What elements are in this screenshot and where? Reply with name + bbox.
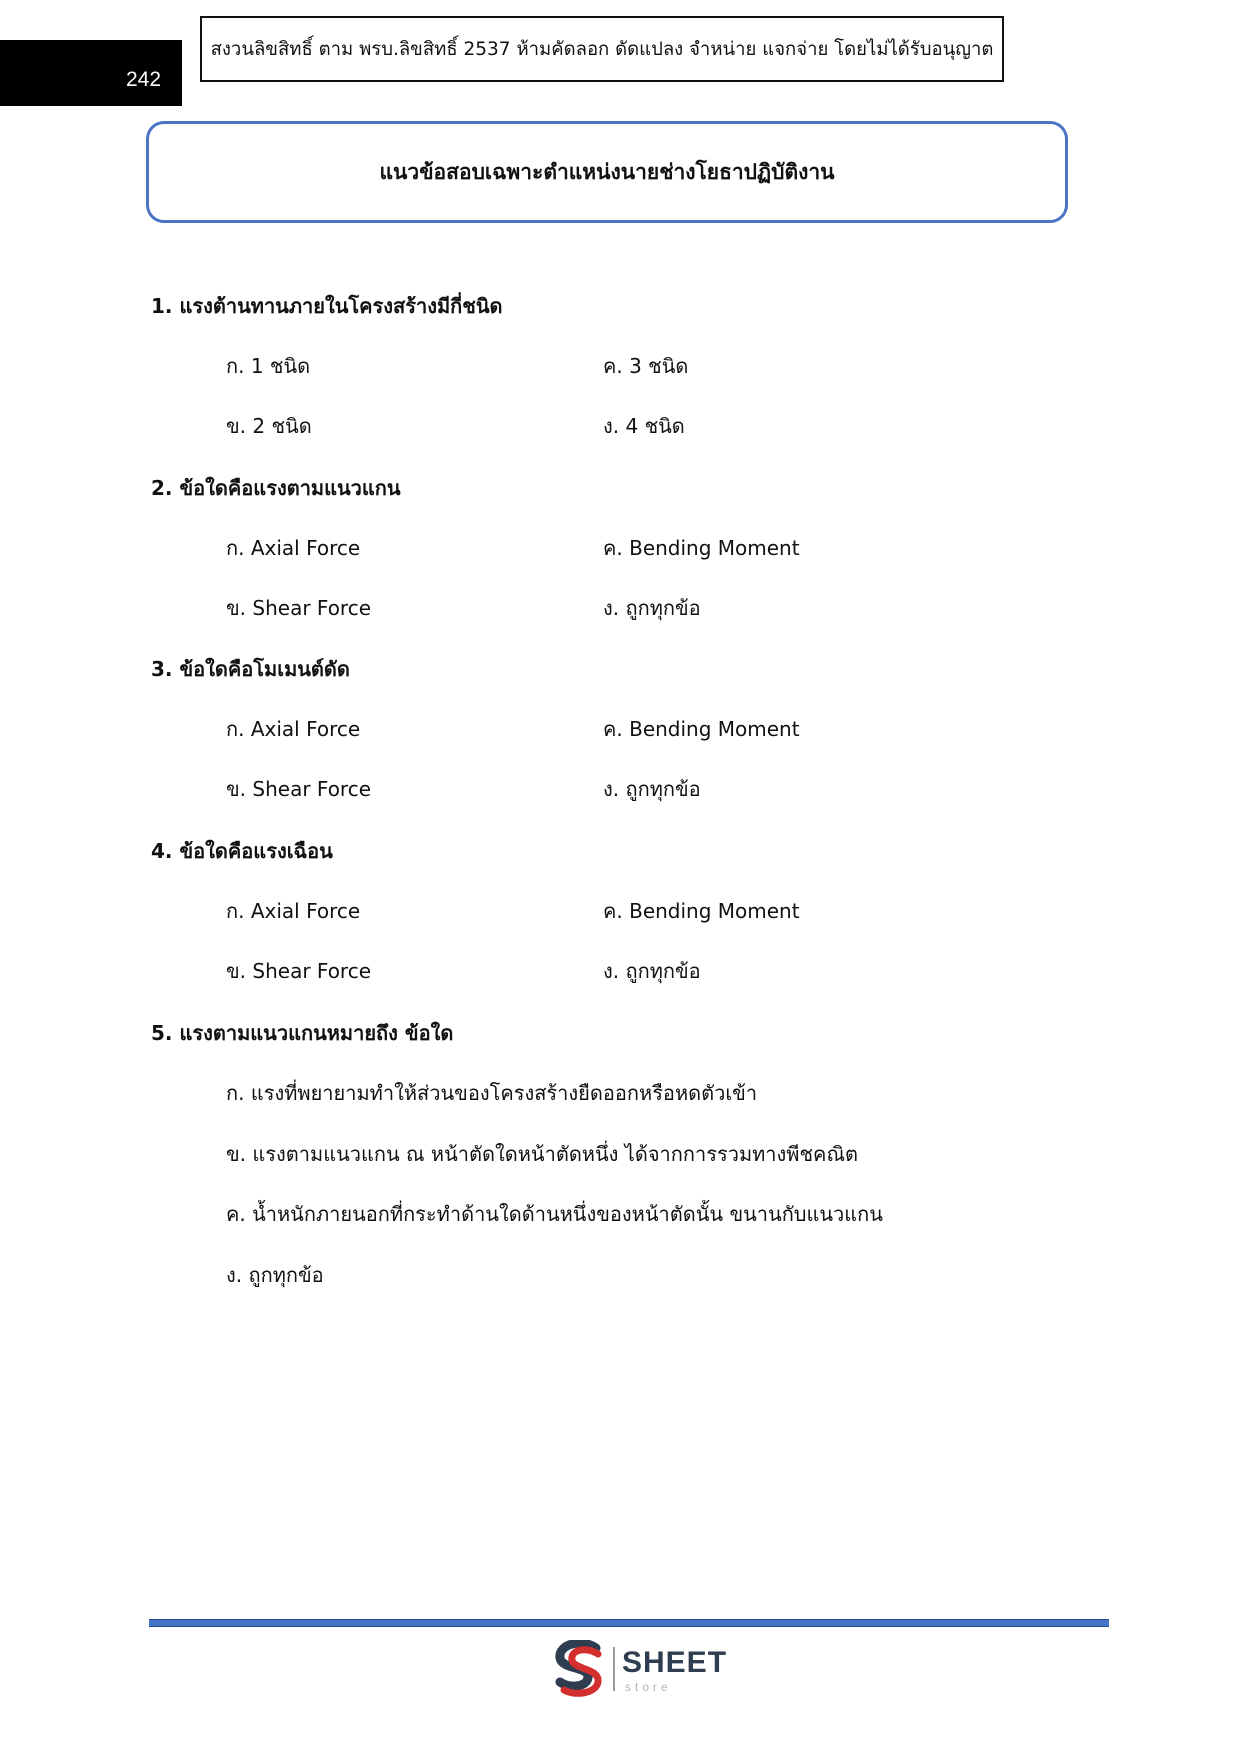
question-4-option-b: ข. Shear Force [226, 959, 372, 983]
question-1-option-b: ข. 2 ชนิด [226, 414, 312, 438]
copyright-notice: สงวนลิขสิทธิ์ ตาม พรบ.ลิขสิทธิ์ 2537 ห้ามคัดลอก ดัดแปลง จำหน่าย แจกจ่าย โดยไม่ได้รับอนุญาต [200, 16, 1004, 82]
question-5-option-a: ก. แรงที่พยายามทำให้ส่วนของโครงสร้างยืดออกหรือหดตัวเข้า [226, 1081, 758, 1105]
sheet-store-s-logo-icon [552, 1640, 608, 1698]
question-5-option-d: ง. ถูกทุกข้อ [226, 1263, 324, 1287]
page-number-tab [0, 40, 182, 106]
question-2-option-b: ข. Shear Force [226, 596, 372, 620]
question-1: 1. แรงต้านทานภายในโครงสร้างมีกี่ชนิด [151, 294, 503, 318]
sheet-store-logo [552, 1640, 732, 1698]
question-5-option-c: ค. น้ำหนักภายนอกที่กระทำด้านใดด้านหนึ่งของหน้าตัดนั้น ขนานกับแนวแกน [226, 1202, 883, 1226]
footer-rule [149, 1619, 1109, 1627]
question-3: 3. ข้อใดคือโมเมนต์ดัด [151, 657, 350, 681]
question-5: 5. แรงตามแนวแกนหมายถึง ข้อใด [151, 1021, 454, 1045]
question-4-option-c: ค. Bending Moment [603, 899, 800, 923]
question-2: 2. ข้อใดคือแรงตามแนวแกน [151, 476, 401, 500]
question-4-option-a: ก. Axial Force [226, 899, 361, 923]
question-4: 4. ข้อใดคือแรงเฉือน [151, 839, 333, 863]
question-2-option-c: ค. Bending Moment [603, 536, 800, 560]
question-1-option-c: ค. 3 ชนิด [603, 354, 689, 378]
question-2-option-d: ง. ถูกทุกข้อ [603, 596, 701, 620]
page-title: แนวข้อสอบเฉพาะตำแหน่งนายช่างโยธาปฏิบัติงาน [146, 121, 1068, 223]
logo-subtitle: store [625, 1680, 672, 1694]
page-number: 242 [126, 68, 162, 91]
logo-divider [613, 1647, 615, 1691]
question-5-option-b: ข. แรงตามแนวแกน ณ หน้าตัดใดหน้าตัดหนึ่ง ได้จากการรวมทางพีชคณิต [226, 1142, 858, 1166]
question-3-option-c: ค. Bending Moment [603, 717, 800, 741]
question-1-option-d: ง. 4 ชนิด [603, 414, 685, 438]
question-3-option-b: ข. Shear Force [226, 777, 372, 801]
question-4-option-d: ง. ถูกทุกข้อ [603, 959, 701, 983]
question-1-option-a: ก. 1 ชนิด [226, 354, 311, 378]
question-3-option-d: ง. ถูกทุกข้อ [603, 777, 701, 801]
question-2-option-a: ก. Axial Force [226, 536, 361, 560]
logo-wordmark: SHEET [622, 1646, 728, 1679]
question-3-option-a: ก. Axial Force [226, 717, 361, 741]
